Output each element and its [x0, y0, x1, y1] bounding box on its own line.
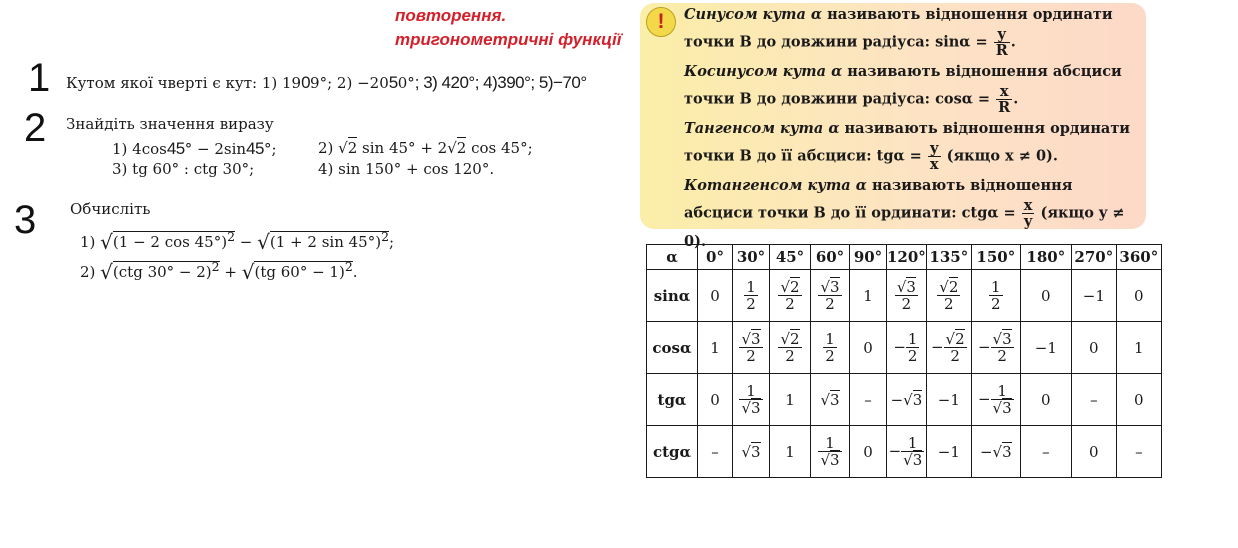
task3-heading: Обчисліть: [70, 200, 151, 218]
definition-tg-num: y: [928, 141, 941, 157]
table-cell: $\frac{1}{√3}$: [811, 426, 850, 478]
definition-ctg: [684, 173, 1138, 254]
table-row-label: ctgα: [647, 426, 698, 478]
task2-heading: Знайдіть значення виразу: [66, 115, 274, 133]
task2-item2-b: sin 45° + 2: [357, 139, 448, 157]
definition-sin: [684, 2, 1138, 58]
table-cell: − $\frac{1}{√3}$: [971, 374, 1020, 426]
table-angle-header: 270°: [1071, 245, 1116, 270]
definition-tg-den: x: [929, 156, 939, 174]
definition-tg-text: називають відношення ординати точки B до її абсциси: tgα =: [684, 120, 1131, 165]
task3-exp: 2: [227, 229, 236, 244]
table-cell: –: [850, 374, 887, 426]
table-cell: √3: [733, 426, 770, 478]
table-cell: −1: [926, 374, 971, 426]
task3-expr1-radicand2: (1 + 2 sin 45°): [269, 233, 382, 251]
table-cell: $\frac{1}{2}$: [733, 270, 770, 322]
definition-sin-num: y: [994, 27, 1010, 43]
table-angle-header: 60°: [811, 245, 850, 270]
task2-item4: 4) sin 150° + cos 120°.: [318, 160, 495, 178]
definition-cos-end: .: [1013, 90, 1019, 108]
table-cell: $\frac{√2}{2}$: [926, 270, 971, 322]
table-angle-header: 120°: [887, 245, 927, 270]
task2-item2: 2) √2 sin 45° + 2√2 cos 45°;: [318, 139, 533, 157]
table-cell: $\frac{√2}{2}$: [770, 322, 811, 374]
table-cell: 1: [770, 374, 811, 426]
table-cell: 0: [698, 374, 733, 426]
task3-expr2-radicand2: (tg 60° − 1): [254, 263, 345, 281]
header-title-line1: повторення.: [395, 6, 507, 25]
table-cell: 1: [770, 426, 811, 478]
table-row: [647, 426, 1162, 478]
table-cell: –: [1071, 374, 1116, 426]
task3-exp: 2: [381, 229, 390, 244]
table-angle-header: 0°: [698, 245, 733, 270]
table-cell: $\frac{1}{2}$: [971, 270, 1020, 322]
table-cell: 0: [1116, 374, 1161, 426]
table-cell: $\frac{√3}{2}$: [811, 270, 850, 322]
task3-expr1-label: 1): [80, 233, 101, 251]
task3-exp: 2: [211, 259, 220, 274]
table-angle-header: 135°: [926, 245, 971, 270]
warning-icon: !: [646, 7, 676, 37]
task2-item3: 3) tg 60° : ctg 30°;: [112, 160, 255, 178]
table-cell: $\frac{√3}{2}$: [887, 270, 927, 322]
table-cell: − $\frac{1}{√3}$: [887, 426, 927, 478]
table-cell: 0: [1020, 374, 1071, 426]
task3-expr1-radicand1: (1 − 2 cos 45°): [112, 233, 228, 251]
definition-sin-term: Синусом кута α: [684, 6, 823, 23]
task1-hw-a: 0: [301, 73, 311, 92]
table-cell: 1: [850, 270, 887, 322]
table-cell: $\frac{1}{2}$: [811, 322, 850, 374]
task1-text-a: Кутом якої чверті є кут: 1) 19: [66, 74, 302, 92]
definition-cos-den: R: [998, 99, 1011, 117]
table-header-row: [647, 245, 1162, 270]
task2-item1: [112, 139, 277, 159]
definition-sin-text: називають відношення ординати точки B до довжини радіуса: sinα =: [684, 6, 1113, 51]
table-row: [647, 374, 1162, 426]
table-angle-header: 360°: [1116, 245, 1161, 270]
definition-ctg-end: (якщо y ≠ 0).: [684, 204, 1125, 251]
task2-item1-a: 1) 4cos: [112, 140, 167, 158]
table-cell: 1: [698, 322, 733, 374]
table-cell: − $\frac{√3}{2}$: [971, 322, 1020, 374]
table-angle-header: 30°: [733, 245, 770, 270]
task3-exp: 2: [344, 259, 353, 274]
table-cell: 0: [1116, 270, 1161, 322]
table-cell: 0: [850, 322, 887, 374]
definition-sin-den: R: [995, 42, 1008, 60]
table-row: [647, 322, 1162, 374]
table-angle-header: 180°: [1020, 245, 1071, 270]
task3-expr2-plus: +: [219, 263, 242, 281]
definition-ctg-den: y: [1023, 213, 1033, 231]
trig-values-table: [646, 244, 1162, 478]
definition-cos: [684, 59, 1138, 115]
task3-expr2-label: 2): [80, 263, 101, 281]
task2-item2-a: 2): [318, 139, 339, 157]
table-cell: –: [1116, 426, 1161, 478]
task2-item1-hw1: 45: [166, 139, 185, 158]
table-row-label: cosα: [647, 322, 698, 374]
table-row: [647, 270, 1162, 322]
definition-tg: [684, 116, 1138, 172]
table-cell: −1: [926, 426, 971, 478]
task1-text-c: 0°: [397, 74, 415, 92]
table-corner-cell: α: [647, 245, 698, 270]
task2-item1-c: °;: [264, 140, 277, 158]
task2-item2-root2: 2: [456, 139, 467, 157]
task3-expr1: 1) √(1 − 2 cos 45°)$^2$ − √(1 + 2 sin 45°)$^2$;: [80, 229, 395, 254]
task3-expr1-end: ;: [389, 233, 395, 251]
table-cell: 0: [1071, 426, 1116, 478]
table-row-label: tgα: [647, 374, 698, 426]
header-title-line2: тригонометричні функції: [395, 30, 622, 49]
task1-text: [66, 73, 587, 93]
table-cell: –: [698, 426, 733, 478]
task1-text-b: 9°; 2) −20: [310, 74, 389, 92]
task1-number: 1: [28, 56, 51, 100]
definition-ctg-term: Котангенсом кута α: [684, 177, 867, 194]
table-cell: − $\frac{√2}{2}$: [926, 322, 971, 374]
task3-expr1-minus: −: [235, 233, 258, 251]
table-cell: $\frac{√2}{2}$: [770, 270, 811, 322]
table-cell: − $\frac{1}{2}$: [887, 322, 927, 374]
table-cell: $\frac{1}{√3}$: [733, 374, 770, 426]
table-cell: 0: [1071, 322, 1116, 374]
task2-item2-root1: 2: [347, 139, 358, 157]
definition-ctg-text: називають відношення абсциси точки B до її ординати: ctgα =: [684, 177, 1073, 222]
task2-number: 2: [24, 106, 47, 150]
table-row-label: sinα: [647, 270, 698, 322]
task3-expr2-radicand1: (ctg 30° − 2): [112, 263, 212, 281]
task2-item1-hw2: 45: [246, 139, 264, 158]
table-cell: −√3: [971, 426, 1020, 478]
task3-expr2: 2) √(ctg 30° − 2)$^2$ + √(tg 60° − 1)$^2$.: [80, 259, 358, 284]
table-cell: √3: [811, 374, 850, 426]
task2-item1-b: ° − 2sin: [184, 140, 247, 158]
definition-ctg-num: x: [1023, 197, 1033, 214]
definition-cos-num: x: [996, 84, 1012, 100]
task3-expr2-end: .: [352, 263, 358, 281]
definition-sin-end: .: [1010, 33, 1016, 51]
table-cell: −1: [1020, 322, 1071, 374]
task1-handwritten-tail: ; 3) 420°; 4)390°; 5)−70°: [414, 73, 587, 92]
table-cell: 0: [698, 270, 733, 322]
task2-item2-c: cos 45°;: [466, 139, 533, 157]
task3-number: 3: [14, 198, 37, 242]
table-cell: −√3: [887, 374, 927, 426]
task1-hw-b: 5: [388, 73, 398, 92]
table-cell: 0: [850, 426, 887, 478]
table-cell: 0: [1020, 270, 1071, 322]
definition-cos-term: Косинусом кута α: [684, 63, 843, 80]
definition-tg-end: (якщо x ≠ 0).: [941, 147, 1058, 165]
table-cell: $\frac{√3}{2}$: [733, 322, 770, 374]
table-angle-header: 90°: [850, 245, 887, 270]
table-cell: −1: [1071, 270, 1116, 322]
table-cell: –: [1020, 426, 1071, 478]
table-cell: 1: [1116, 322, 1161, 374]
table-angle-header: 150°: [971, 245, 1020, 270]
definition-cos-text: називають відношення абсциси точки B до довжини радіуса: cosα =: [684, 63, 1122, 108]
definition-tg-term: Тангенсом кута α: [684, 120, 840, 137]
table-angle-header: 45°: [770, 245, 811, 270]
